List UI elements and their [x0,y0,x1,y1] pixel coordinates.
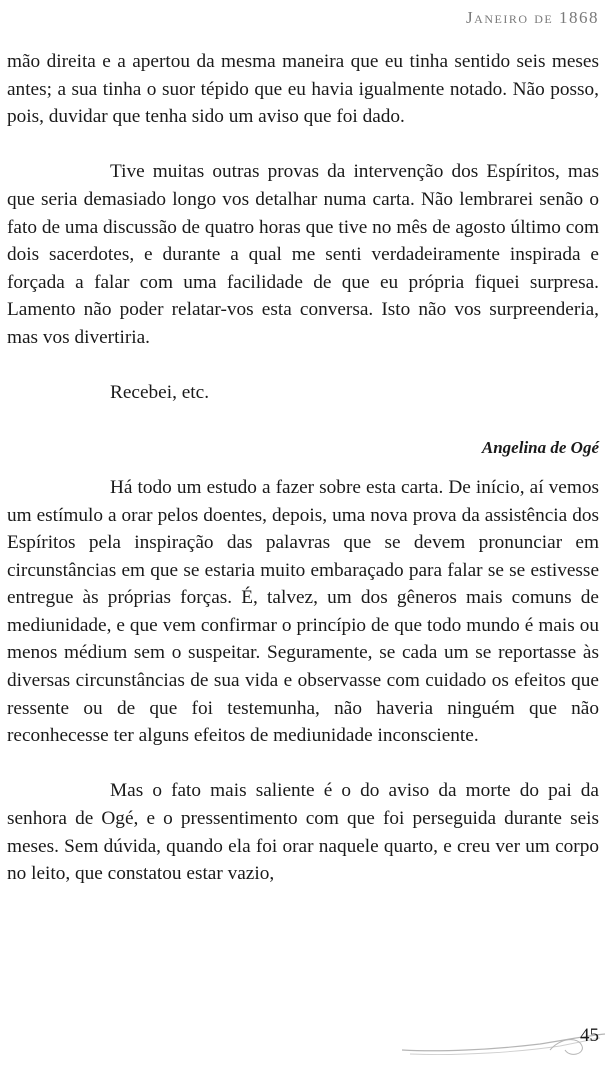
decorative-flourish-icon [400,1020,607,1066]
page-number: 45 [580,1025,599,1046]
paragraph-commentary: Há todo um estudo a fazer sobre esta carta. De início, aí vemos um estímulo a orar pelos doentes, depois, uma nova prova da assistência dos Espíritos pela inspiração das palavras que se devem pronunciar em circunstâncias em que se estaria muito embaraçado para falar se se estivesse entregue às próprias forças. É, talvez, um dos gêneros mais comuns de mediunidade, e que vem confirmar o princípio de que todo mundo é mais ou menos médium sem o suspeitar. Seguramente, se cada um se reportasse às diversas circunstâncias de sua vida e observasse com cuidado os efeitos que ressente ou de que foi testemunha, não haveria ninguém que não reconhecesse ter alguns efeitos de mediunidade inconsciente. [7,476,599,747]
paragraph-gap [7,131,599,159]
paragraph-gap [7,462,599,474]
paragraph-gap [7,352,599,380]
paragraph-other-proofs: Tive muitas outras provas da intervenção dos Espíritos, mas que seria demasiado longo vos detalhar numa carta. Não lembrarei senão o fato de uma discussão de quatro horas que tive no mês de agosto último com dois sacerdotes, e durante a qual me senti verdadeiramente inspirada e forçada a falar com uma facilidade de que eu própria fiquei surpresa. Lamento não poder relatar-vos esta conversa. Isto não vos surpreenderia, mas vos divertiria. [7,161,599,348]
letter-signature: Angelina de Ogé [481,438,599,458]
paragraph-gap [7,750,599,778]
paragraph-gap [7,407,599,435]
page-body [7,48,599,888]
running-header: Janeiro de 1868 [466,8,599,27]
paragraph-letter-end: mão direita e a apertou da mesma maneira que eu tinha sentido seis meses antes; a sua tinha o suor tépido que eu havia igualmente notado. Não posso, pois, duvidar que tenha sido um aviso que foi dado. [7,51,599,128]
closing-salutation: Recebei, etc. [110,382,210,404]
paragraph-death-notice: Mas o fato mais saliente é o do aviso da morte do pai da senhora de Ogé, e o pressentimento com que foi perseguida durante seis meses. Sem dúvida, quando ela foi orar naquele quarto, e creu ver um corpo no leito, que constatou estar vazio, [7,780,599,885]
